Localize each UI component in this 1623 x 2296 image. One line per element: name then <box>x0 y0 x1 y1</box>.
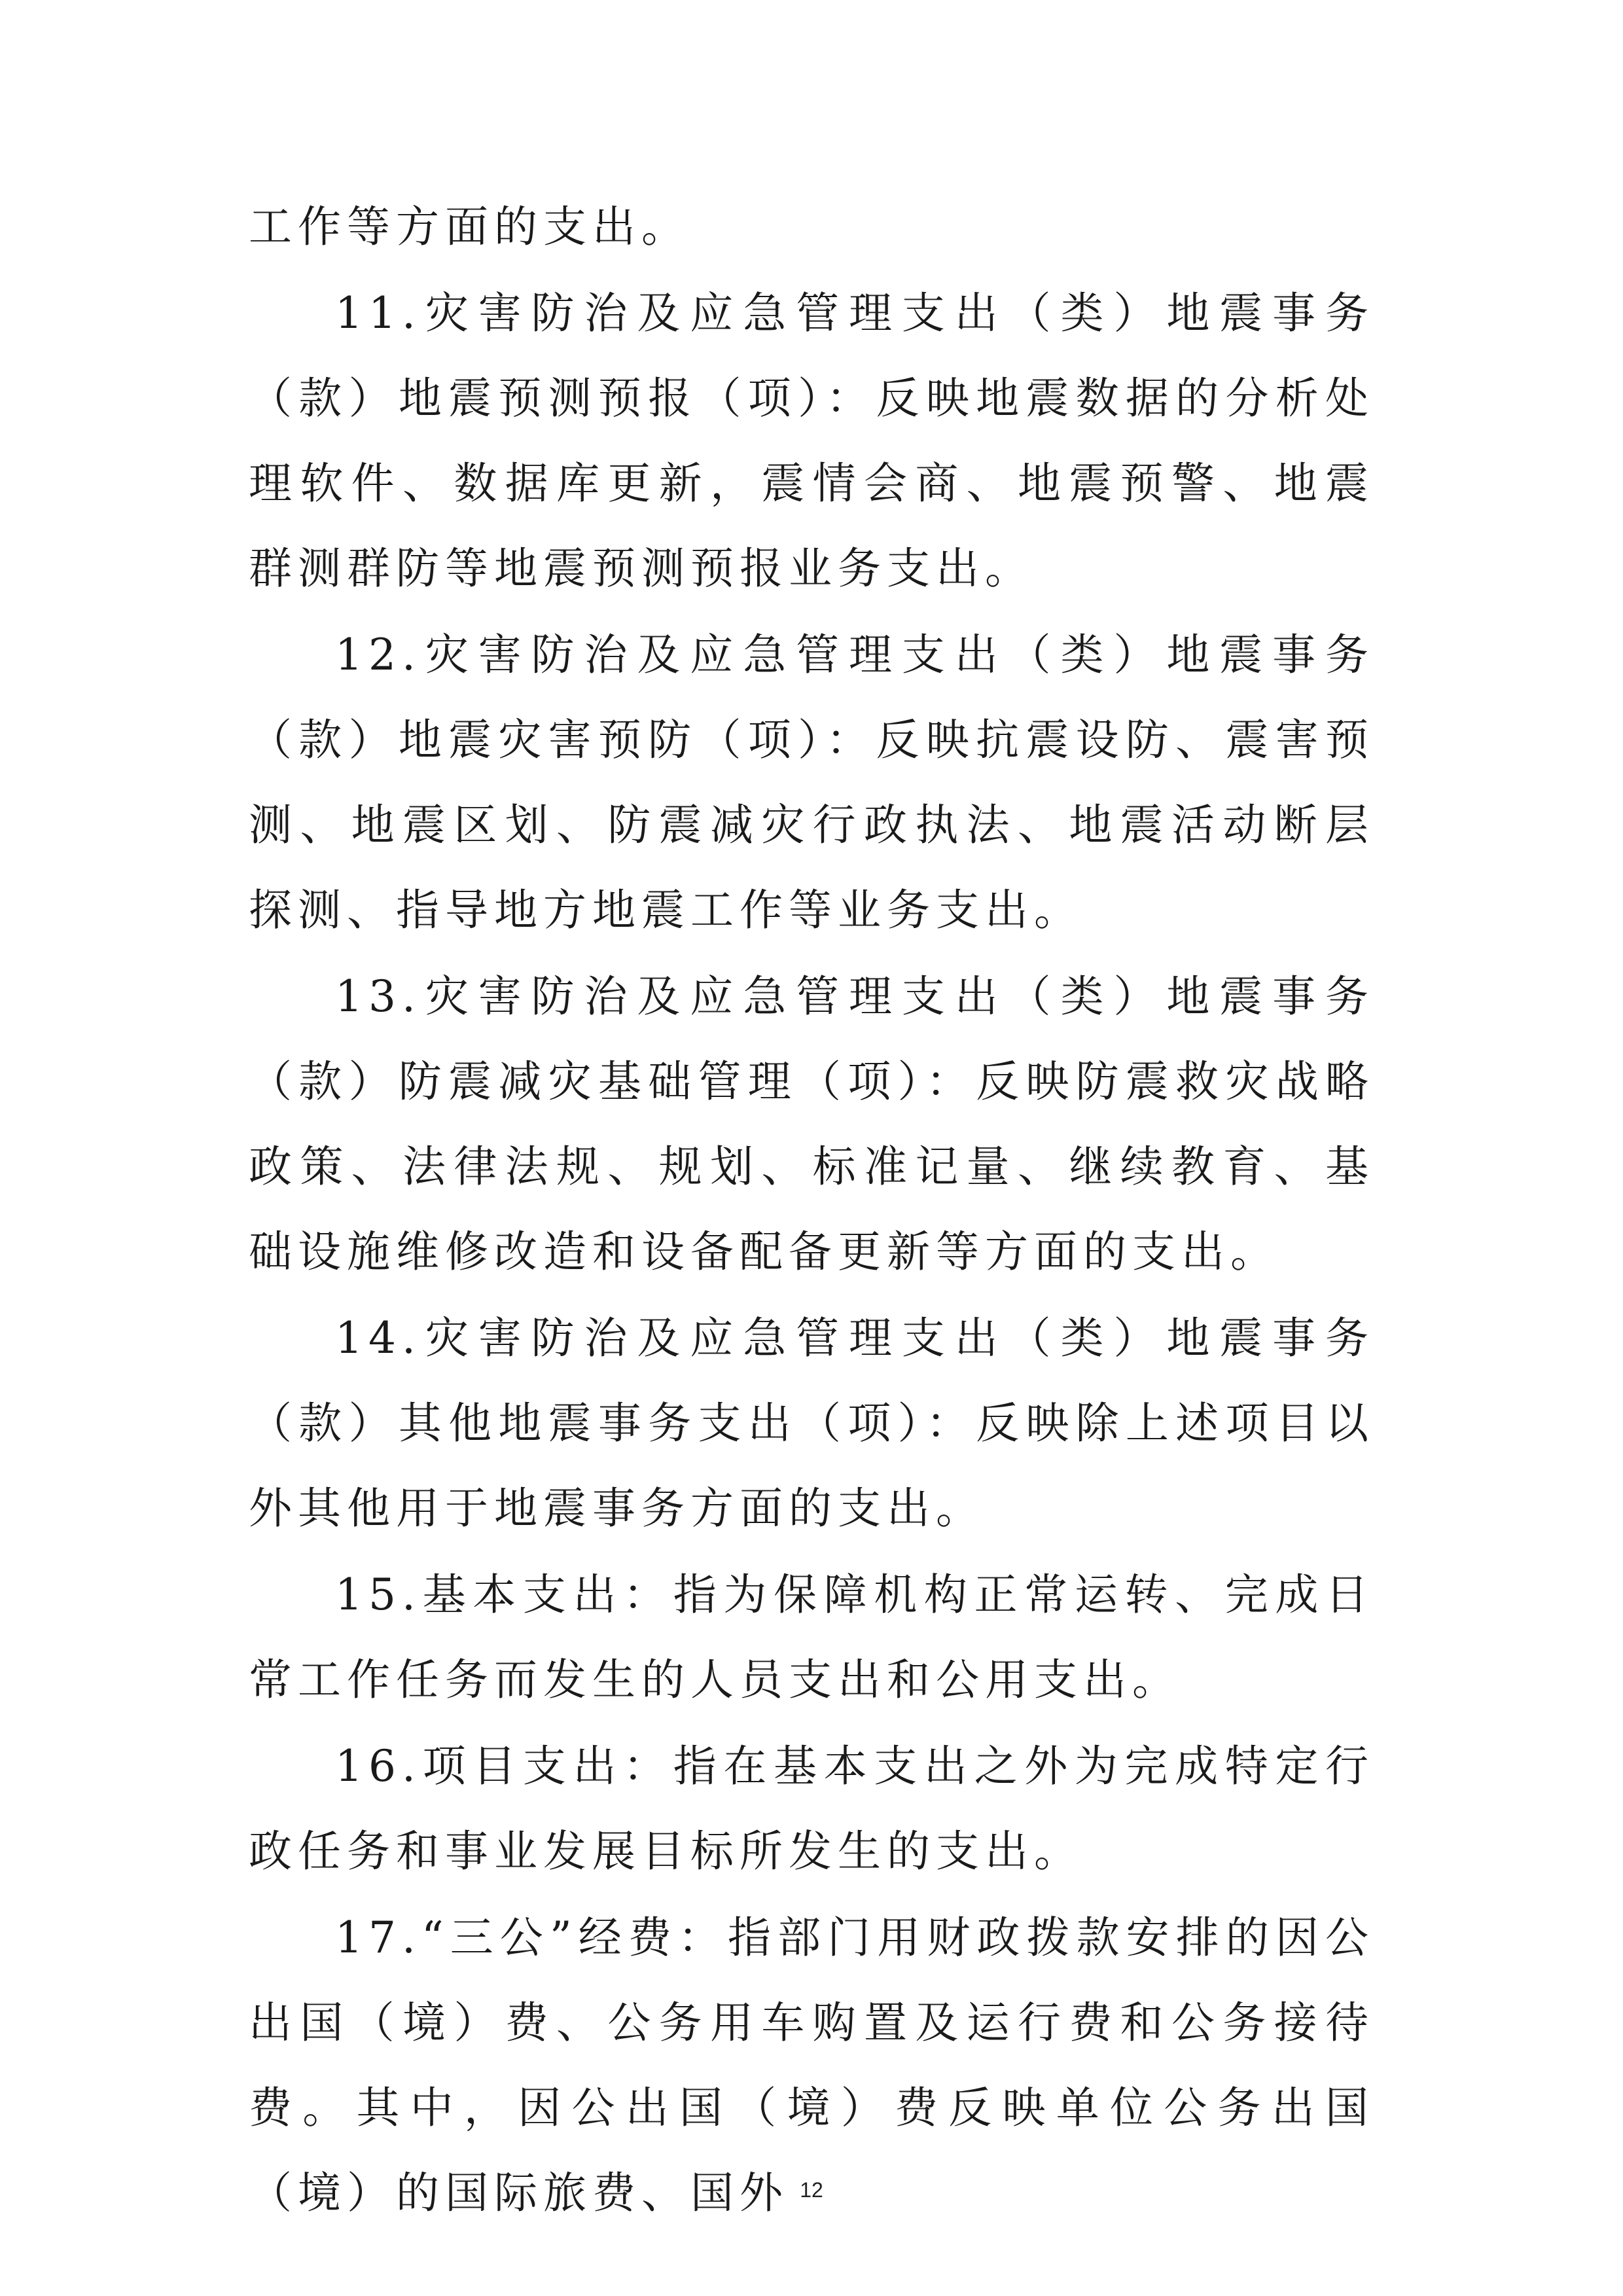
paragraph-item-11: 11.灾害防治及应急管理支出（类）地震事务（款）地震预测预报（项）：反映地震数据的分析处理软件、数据库更新，震情会商、地震预警、地震群测群防等地震预测预报业务支出。 <box>249 288 1374 594</box>
paragraph-item-14: 14.灾害防治及应急管理支出（类）地震事务（款）其他地震事务支出（项）：反映除上述项目以外其他用于地震事务方面的支出。 <box>249 1313 1374 1534</box>
body-text <box>249 185 1374 2237</box>
paragraph-item-15: 15.基本支出：指为保障机构正常运转、完成日常工作任务而发生的人员支出和公用支出。 <box>249 1570 1374 1705</box>
paragraph-item-17: 17.“三公”经费：指部门用财政拨款安排的因公出国（境）费、公务用车购置及运行费和公务接待费。其中，因公出国（境）费反映单位公务出国（境）的国际旅费、国外 <box>249 1912 1374 2218</box>
paragraph-item-13: 13.灾害防治及应急管理支出（类）地震事务（款）防震减灾基础管理（项）：反映防震救灾战略政策、法律法规、规划、标准记量、继续教育、基础设施维修改造和设备配备更新等方面的支出。 <box>249 971 1374 1277</box>
page-number: 12 <box>800 2178 823 2202</box>
paragraph-item-16: 16.项目支出：指在基本支出之外为完成特定行政任务和事业发展目标所发生的支出。 <box>249 1741 1374 1876</box>
paragraph-item-12: 12.灾害防治及应急管理支出（类）地震事务（款）地震灾害预防（项）：反映抗震设防、震害预测、地震区划、防震减灾行政执法、地震活动断层探测、指导地方地震工作等业务支出。 <box>249 630 1374 935</box>
paragraph-continuation: 工作等方面的支出。 <box>249 202 690 252</box>
